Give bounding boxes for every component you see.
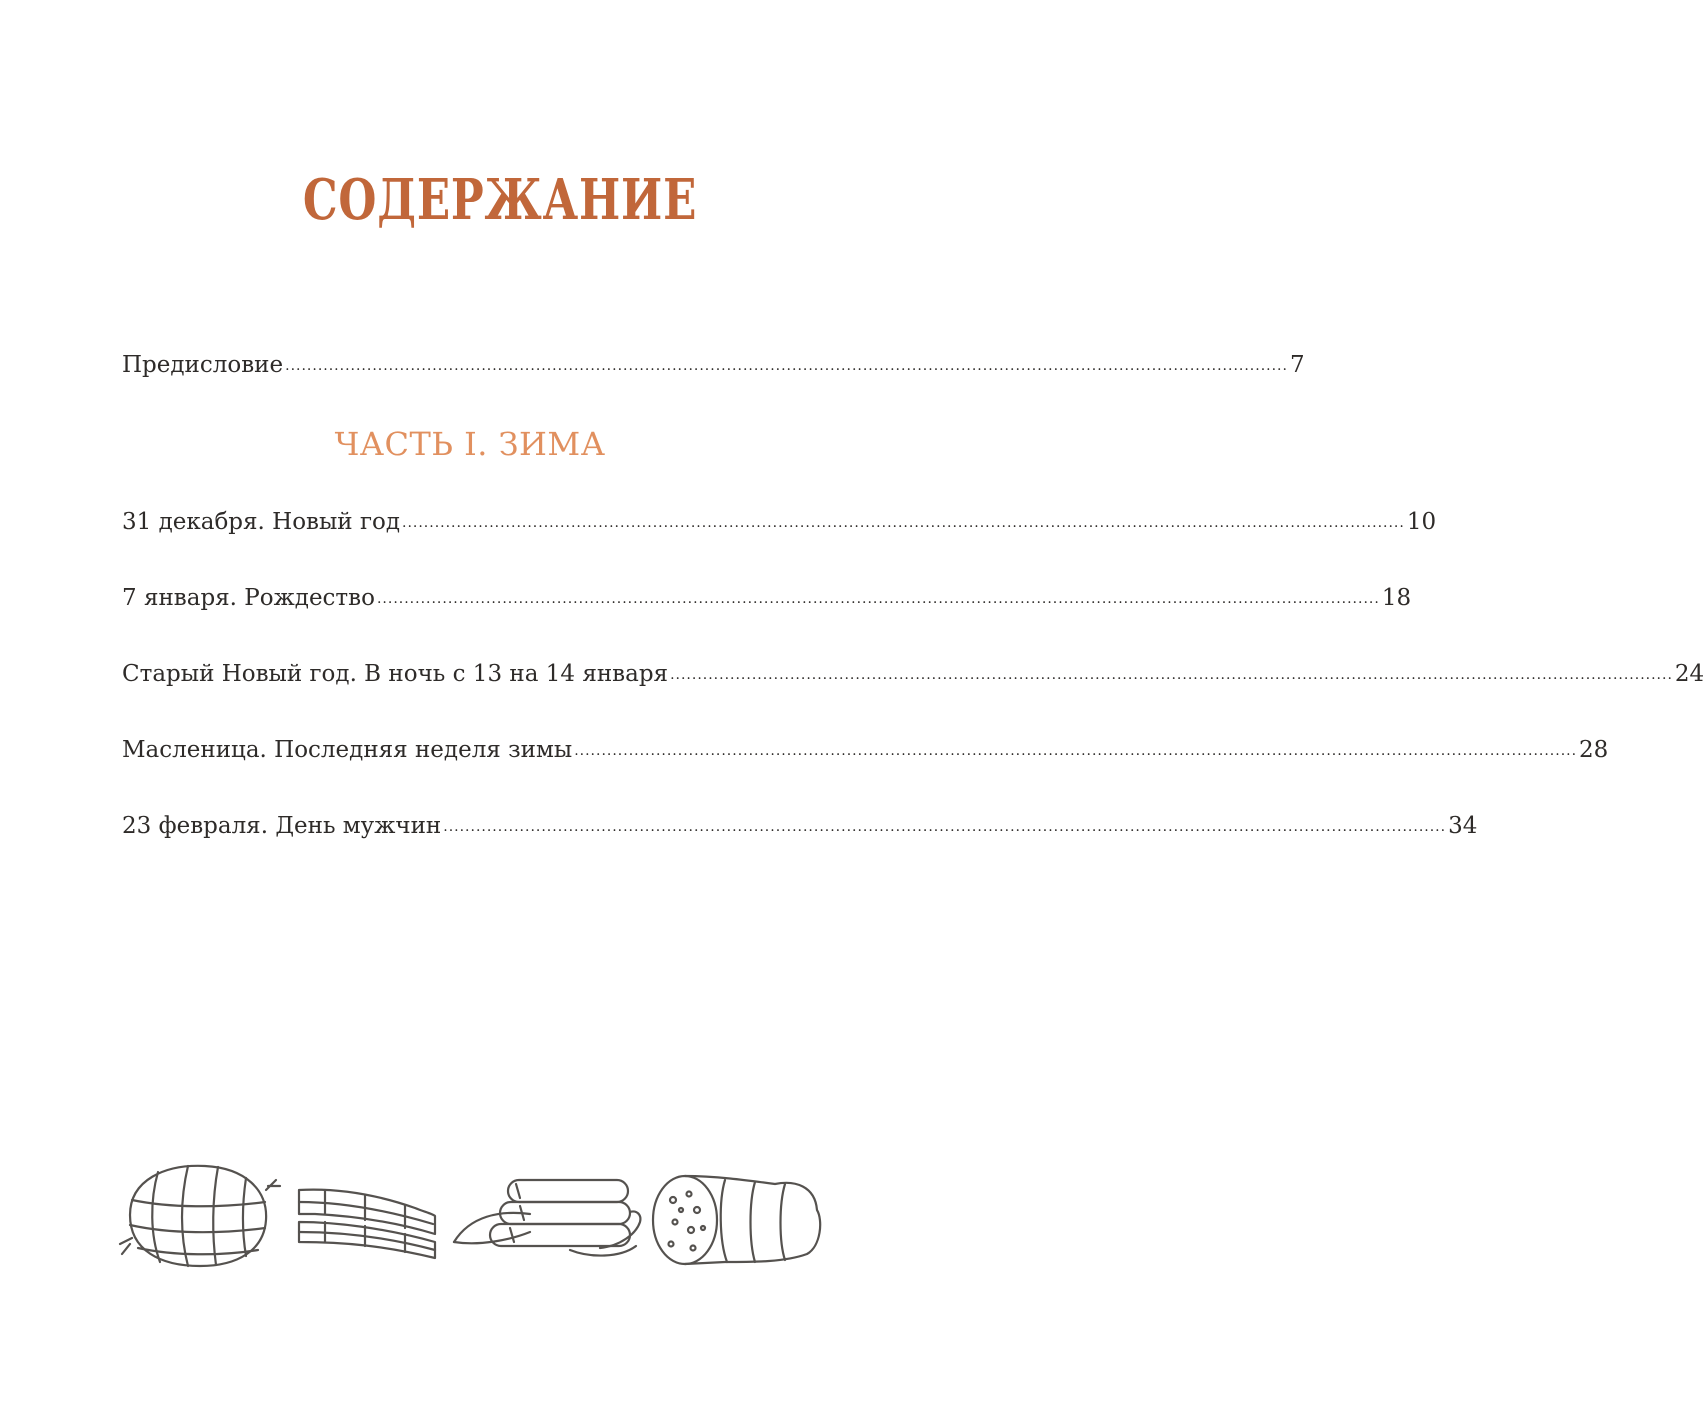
toc-entry-page: 24 [1674, 661, 1704, 687]
toc-entry-page: 7 [1289, 352, 1305, 378]
dot-leader: ........................................................................................................................................................................................ [670, 667, 1673, 683]
sausages-icon [454, 1180, 640, 1256]
dot-leader: ........................................................................................................................................................................................ [285, 358, 1288, 374]
part-heading: ЧАСТЬ I. ЗИМА [334, 425, 606, 463]
toc-entry-page: 34 [1448, 813, 1478, 839]
toc-entry-title: Масленица. Последняя неделя зимы [122, 737, 573, 763]
toc-entry-title: 23 февраля. День мужчин [122, 813, 442, 839]
toc-entry-page: 28 [1579, 737, 1609, 763]
toc-entry-title: 7 января. Рождество [122, 585, 375, 611]
toc-entry[interactable] [122, 583, 1412, 616]
toc-entry-preface[interactable] [122, 350, 1305, 383]
toc-entry[interactable] [122, 811, 1478, 844]
dot-leader: ........................................................................................................................................................................................ [402, 515, 1405, 531]
food-illustrations [110, 1150, 830, 1280]
bacon-strips-icon [299, 1190, 435, 1258]
toc-entry-title: Предисловие [122, 352, 284, 378]
dot-leader: ........................................................................................................................................................................................ [443, 819, 1447, 835]
toc-entry-title: Старый Новый год. В ночь с 13 на 14 января [122, 661, 669, 687]
toc-entry-title: 31 декабря. Новый год [122, 509, 400, 535]
dot-leader: ........................................................................................................................................................................................ [376, 591, 1380, 607]
toc-entry-page: 18 [1381, 585, 1412, 611]
toc-entry[interactable] [122, 735, 1609, 768]
dot-leader: ........................................................................................................................................................................................ [574, 743, 1578, 759]
toc-entry-page: 10 [1406, 509, 1437, 535]
toc-entry[interactable] [122, 507, 1437, 540]
page-title: СОДЕРЖАНИЕ [302, 167, 698, 233]
tied-ham-icon [120, 1166, 280, 1266]
salami-icon [653, 1176, 820, 1264]
toc-entry[interactable] [122, 659, 1704, 692]
